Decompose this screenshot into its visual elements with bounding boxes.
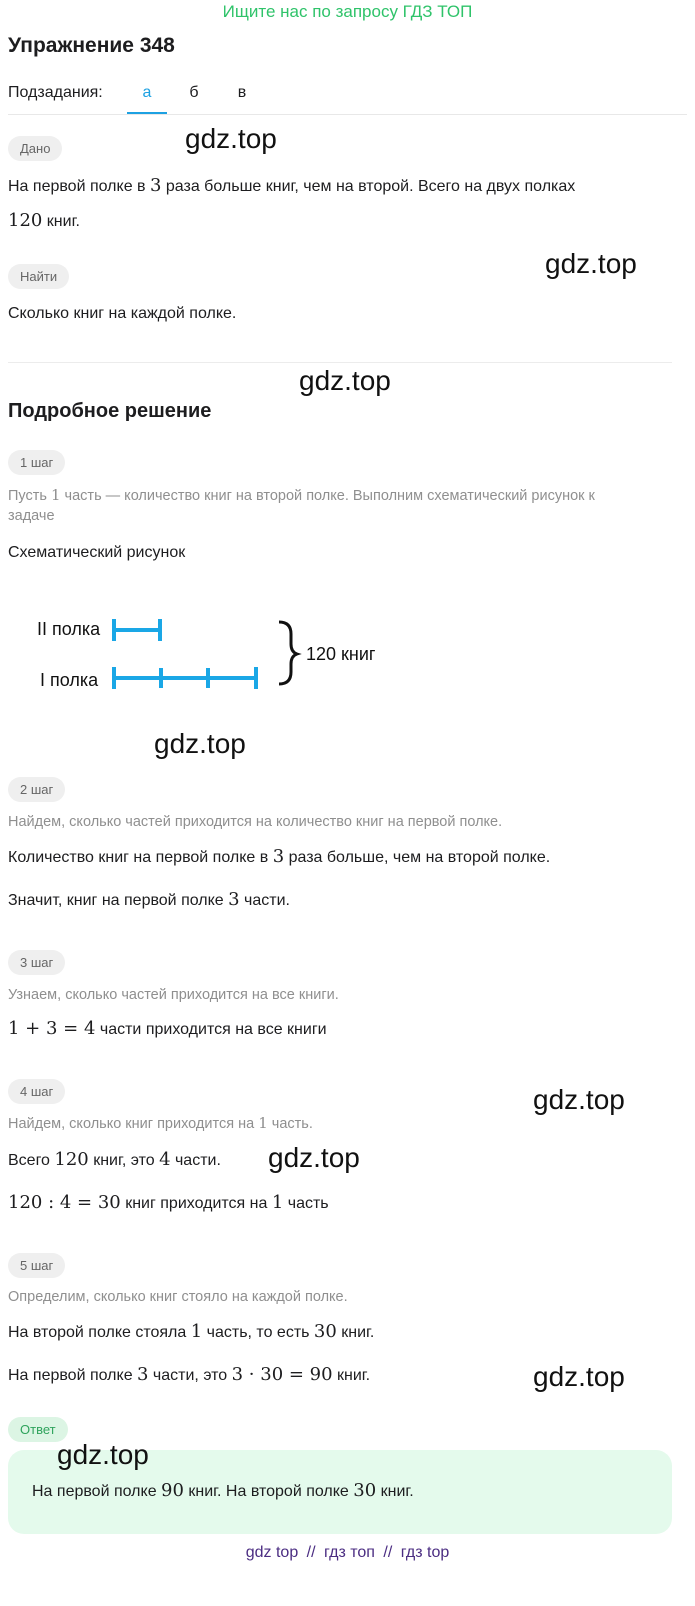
watermark: gdz.top — [154, 728, 246, 759]
footer-separator: // — [383, 1544, 393, 1561]
step-4-chip: 4 шаг — [8, 1079, 65, 1104]
step-5-line-2: На первой полке 3 части, это 3 · 30 = 90 книг. — [8, 1364, 371, 1385]
shelf-2-segment — [114, 621, 160, 639]
shelf-2-label: II полка — [37, 619, 101, 639]
step-4-line-1: Всего 120 книг, это 4 части. — [8, 1149, 221, 1170]
shelf-1-segment — [114, 669, 256, 687]
step-1-chip: 1 шаг — [8, 450, 65, 475]
step-1-desc-cont: задаче — [8, 508, 55, 524]
find-text: Сколько книг на каждой полке. — [8, 305, 237, 322]
subtasks-tabs — [8, 74, 687, 115]
step-3-line-1: 1 + 3 = 4 части приходится на все книги — [8, 1018, 327, 1039]
step-5-line-1: На второй полке стояла 1 часть, то есть 30 книг. — [8, 1321, 375, 1342]
footer-link-gdz-top[interactable]: gdz top — [245, 1544, 299, 1561]
step-2-chip: 2 шаг — [8, 777, 65, 802]
watermark: gdz.top — [268, 1142, 360, 1173]
step-1-text: Схематический рисунок — [8, 544, 186, 561]
watermark: gdz.top — [533, 1084, 625, 1115]
step-3-desc: Узнаем, сколько частей приходится на все книги. — [8, 987, 339, 1003]
solution-title: Подробное решение — [8, 400, 212, 422]
tab-b[interactable]: б — [189, 84, 199, 101]
step-4-desc: Найдем, сколько книг приходится на 1 часть. — [8, 1114, 313, 1132]
footer-separator: // — [306, 1544, 316, 1561]
step-2-line-1: Количество книг на первой полке в 3 раза больше, чем на второй полке. — [8, 846, 551, 867]
shelves-diagram — [0, 600, 420, 700]
watermark: gdz.top — [533, 1361, 625, 1392]
step-5-desc: Определим, сколько книг стояло на каждой полке. — [8, 1289, 348, 1305]
top-banner: Ищите нас по запросу ГДЗ ТОП — [222, 2, 473, 21]
step-2-line-2: Значит, книг на первой полке 3 части. — [8, 889, 290, 910]
watermark: gdz.top — [299, 365, 391, 396]
answer-text: На первой полке 90 книг. На второй полке 30 книг. — [32, 1480, 414, 1501]
exercise-title: Упражнение 348 — [8, 34, 175, 57]
watermark: gdz.top — [57, 1439, 149, 1470]
watermark: gdz.top — [545, 248, 637, 279]
find-chip: Найти — [8, 264, 69, 289]
step-1-desc: Пусть 1 часть — количество книг на второй полке. Выполним схематический рисунок к — [8, 486, 595, 504]
given-chip: Дано — [8, 136, 62, 161]
footer-link-gdz-top-ru[interactable]: гдз топ — [324, 1544, 375, 1561]
step-2-desc: Найдем, сколько частей приходится на количество книг на первой полке. — [8, 814, 503, 830]
footer-links — [0, 1542, 695, 1564]
step-3-chip: 3 шаг — [8, 950, 65, 975]
answer-chip: Ответ — [8, 1417, 68, 1442]
step-4-line-2: 120 : 4 = 30 книг приходится на 1 часть — [8, 1192, 329, 1213]
watermark: gdz.top — [185, 123, 277, 154]
tab-a[interactable]: а — [127, 74, 167, 114]
subtasks-label: Подзадания: — [8, 84, 103, 101]
given-line-2: 120 книг. — [8, 210, 80, 231]
shelf-1-label: I полка — [40, 670, 99, 690]
brace-icon — [279, 622, 297, 684]
tab-v[interactable]: в — [237, 84, 247, 101]
given-line-1: На первой полке в 3 раза больше книг, чем на второй. Всего на двух полках — [8, 175, 576, 196]
section-divider — [8, 362, 672, 363]
step-5-chip: 5 шаг — [8, 1253, 65, 1278]
total-label: 120 книг — [306, 644, 376, 664]
footer-link-gdz-top-mixed[interactable]: гдз top — [400, 1544, 450, 1561]
